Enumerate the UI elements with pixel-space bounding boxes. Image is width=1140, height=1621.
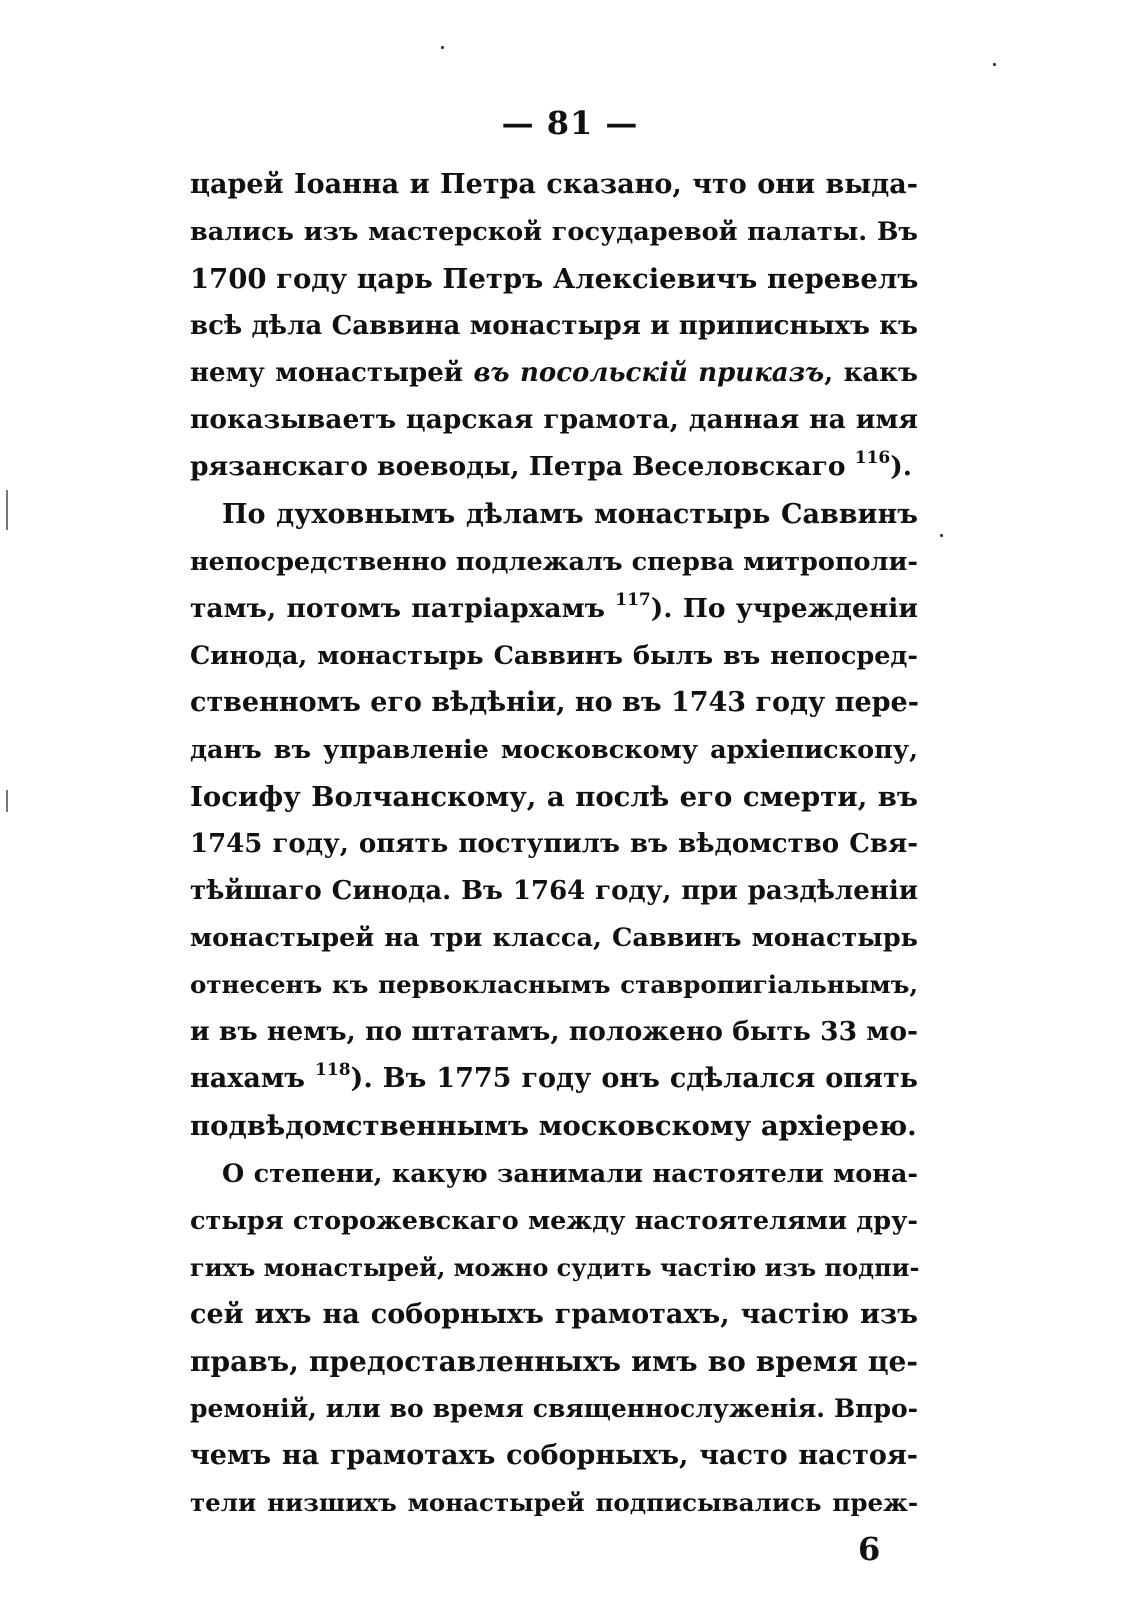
- footnote-ref: 117: [615, 590, 651, 610]
- text-segment: нему монастырей: [190, 358, 474, 388]
- text-line: [190, 350, 918, 396]
- text-line: 1745 году, опять поступилъ въ вѣдомство Свя-: [190, 829, 918, 859]
- text-line: подвѣдомственнымъ московскому архіерею.: [190, 1110, 917, 1142]
- footnote-ref: 118: [315, 1060, 351, 1080]
- scan-speck: [993, 63, 996, 66]
- text-line: данъ въ управленіе московскому архіепископу,: [190, 735, 918, 765]
- text-segment: , какъ: [824, 358, 919, 388]
- text-line: показываетъ царская грамота, данная на имя: [190, 404, 918, 435]
- text-line: отнесенъ къ первокласнымъ ставропигіальнымъ,: [190, 970, 918, 999]
- text-line: правъ, предоставленныхъ имъ во время це-: [190, 1345, 918, 1378]
- text-segment: рязанскаго воеводы, Петра Веселовскаго: [190, 451, 855, 482]
- text-line: стыря сторожевскаго между настоятелями дру-: [190, 1206, 918, 1236]
- text-segment: ).: [890, 451, 912, 482]
- text-line: сей ихъ на соборныхъ грамотахъ, частію изъ: [190, 1299, 918, 1330]
- text-line: Іосифу Волчанскому, а послѣ его смерти, въ: [190, 781, 918, 813]
- text-segment: нахамъ: [190, 1063, 316, 1094]
- text-line: гихъ монастырей, можно судить частію изъ подпи-: [190, 1253, 920, 1282]
- scan-edge-mark: [6, 490, 8, 530]
- text-line: монастырей на три класса, Саввинъ монастырь: [190, 923, 918, 953]
- text-line: О степени, какую занимали настоятели мона-: [222, 1159, 918, 1189]
- text-line: ственномъ его вѣдѣніи, но въ 1743 году пере-: [190, 687, 919, 718]
- text-line: 1700 году царь Петръ Алексіевичъ перевелъ: [190, 263, 919, 295]
- text-line: вались изъ мастерской государевой палаты. Въ: [190, 217, 918, 247]
- text-line: и въ немъ, по штатамъ, положено быть 33 мо-: [190, 1016, 918, 1047]
- italic-phrase: въ посольскій приказъ: [473, 358, 825, 388]
- text-line: тѣйшаго Синода. Въ 1764 году, при раздѣленіи: [190, 876, 918, 906]
- text-segment: тамъ, потомъ патріархамъ: [190, 593, 616, 624]
- text-line: всѣ дѣла Саввина монастыря и приписныхъ къ: [190, 311, 918, 341]
- text-line: Синода, монастырь Саввинъ былъ въ непосред-: [190, 641, 918, 671]
- text-line: По духовнымъ дѣламъ монастырь Саввинъ: [222, 499, 918, 530]
- text-segment: ). Въ 1775 году онъ сдѣлался опять: [350, 1063, 919, 1094]
- footnote-ref: 116: [854, 448, 891, 468]
- text-line: чемъ на грамотахъ соборныхъ, часто настоя-: [190, 1440, 918, 1471]
- page-number-header: — 81 —: [501, 104, 639, 142]
- text-line: [190, 586, 918, 632]
- text-segment: ). По учрежденіи: [650, 593, 918, 624]
- text-line: царей Іоанна и Петра сказано, что они выда-: [190, 169, 918, 200]
- scan-edge-mark: [6, 790, 8, 812]
- scan-speck: [441, 46, 444, 49]
- text-line: ремоній, или во время священнослуженія. Впро-: [190, 1394, 918, 1423]
- text-line: [190, 1056, 918, 1102]
- signature-mark: 6: [858, 1530, 881, 1568]
- text-line: тели низшихъ монастырей подписывались преж-: [190, 1488, 918, 1517]
- text-line: непосредственно подлежалъ сперва митрополи-: [190, 547, 918, 577]
- text-line: [190, 444, 918, 490]
- scan-speck: [940, 534, 943, 537]
